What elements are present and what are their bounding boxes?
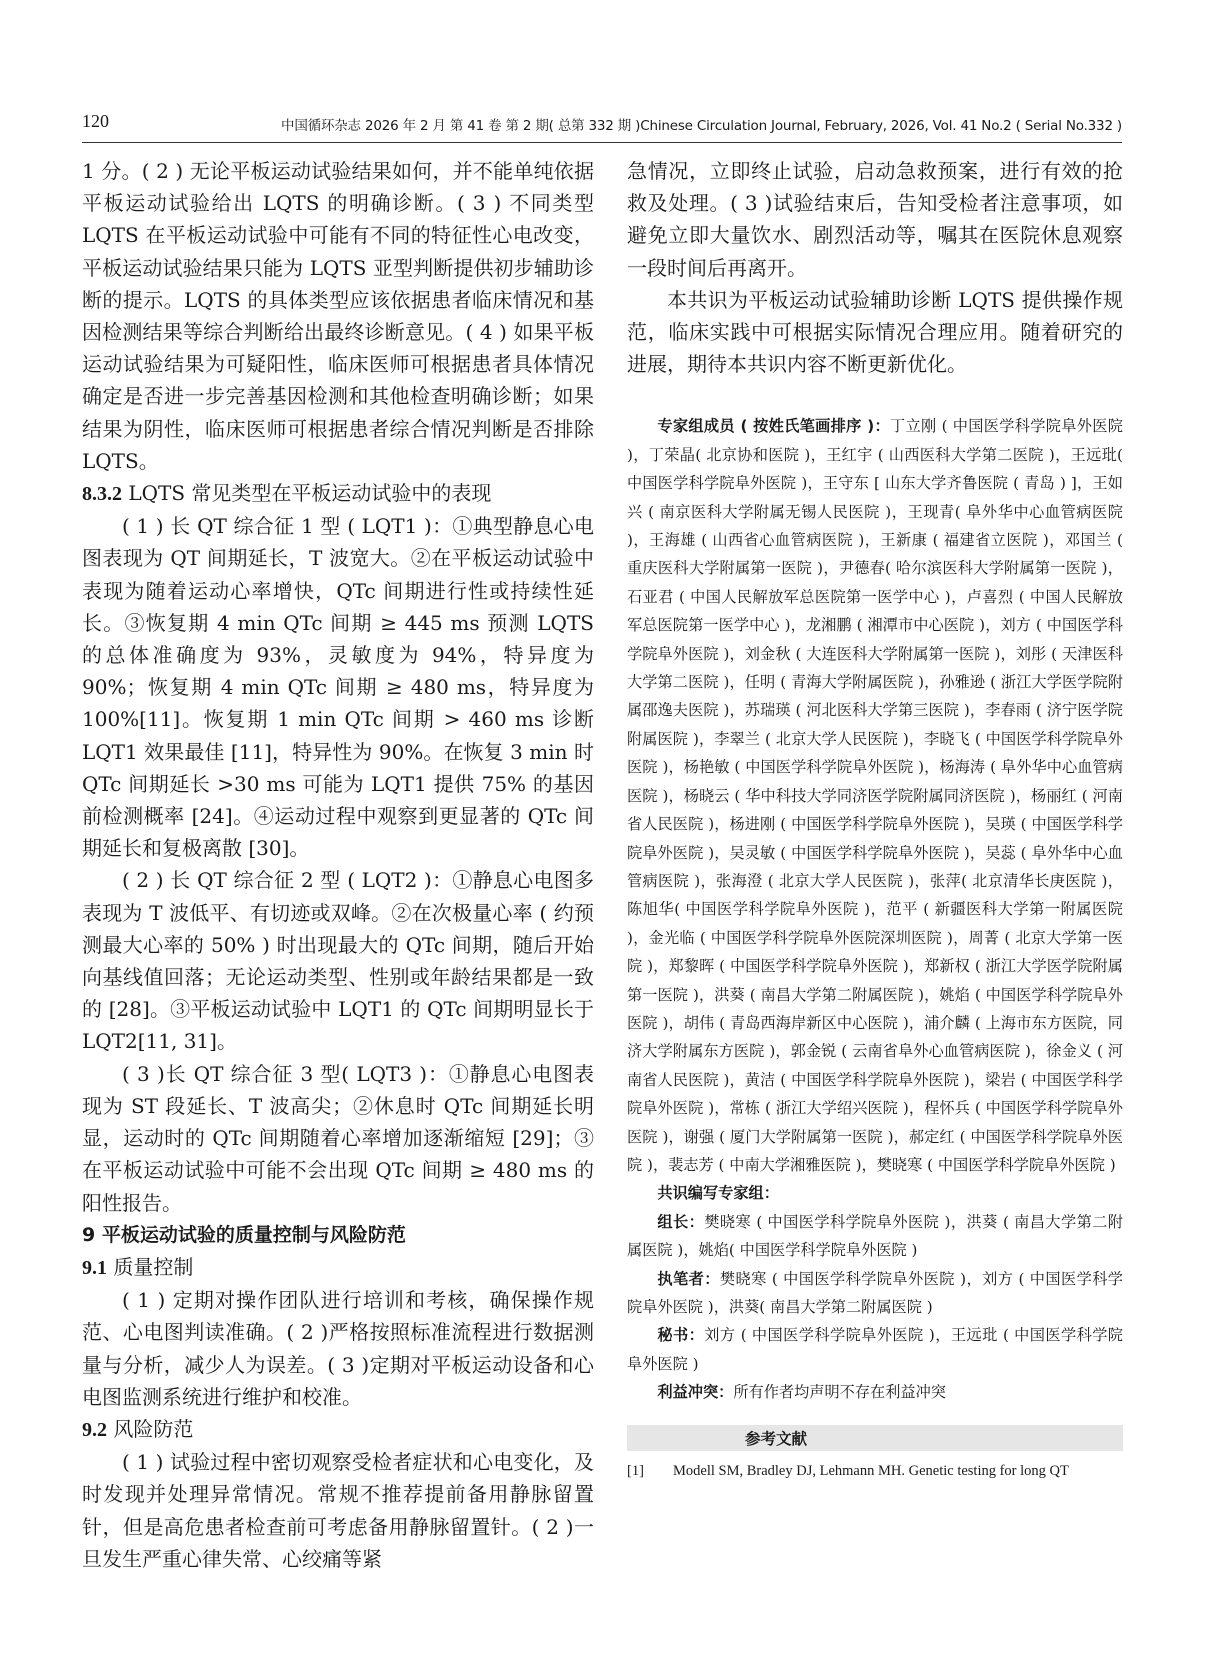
references-title: 参考文献 [745,1429,808,1448]
conflict-of-interest-text: 所有作者均声明不存在利益冲突 [733,1383,946,1402]
conflict-of-interest-label: 利益冲突： [657,1383,734,1402]
reference-text: Modell SM, Bradley DJ, Lehmann MH. Genetic testing for long QT [673,1462,1069,1479]
expert-members-label: 专家组成员 ( 按姓氏笔画排序 )： [657,417,890,436]
paragraph-risk-prevention: ( 1 ) 试验过程中密切观察受检者症状和心电变化，及时发现并处理异常情况。常规不推荐提前备用静脉留置针，但是高危患者检查前可考虑备用静脉留置针。( 2 )一旦发生严重心律失常、心绞痛等紧 [82,1450,594,1571]
section-title: 风险防范 [107,1416,194,1441]
group-leaders-list: 樊晓寒 ( 中国医学科学院阜外医院 )，洪葵 ( 南昌大学第二附属医院 )，姚焰( 中国医学科学院阜外医院 ) [627,1212,1123,1260]
right-column [627,155,1123,1483]
conflict-of-interest [627,1378,1123,1406]
running-head: 中国循环杂志 2026 年 2 月 第 41 卷 第 2 期( 总第 332 期 )Chinese Circulation Journal, February, 2026, Vol. 41 No.2 ( Serial No.332 ) [281,118,1122,134]
secretaries [627,1321,1123,1378]
writing-group-label: 共识编写专家组： [657,1184,779,1203]
references-header [627,1425,1123,1451]
left-column [82,155,594,1575]
page-header [82,108,1122,143]
paragraph-quality-control: ( 1 ) 定期对操作团队进行培训和考核，确保操作规范、心电图判读准确。( 2 )严格按照标准流程进行数据测量与分析，减少人为误差。( 3 )定期对平板运动设备和心电图监测系统进行维护和校准。 [82,1288,594,1409]
page-number: 120 [82,111,109,131]
section-number: 9.1 [82,1256,107,1279]
expert-members [627,412,1123,1179]
section-title: 质量控制 [107,1254,194,1279]
reference-number: [1] [627,1462,644,1479]
paragraph-risk-continued: 急情况，立即终止试验，启动急救预案，进行有效的抢救及处理。( 3 )试验结束后，告知受检者注意事项，如避免立即大量饮水、剧烈活动等，嘱其在医院休息观察一段时间后再离开。 [627,159,1123,280]
section-heading-8-3-2 [82,477,594,510]
section-title: LQTS 常见类型在平板运动试验中的表现 [122,481,492,506]
writers [627,1265,1123,1322]
section-heading-9-1 [82,1251,594,1284]
reference-item [627,1459,1123,1483]
spacer [627,380,1123,412]
expert-members-list: 丁立刚 ( 中国医学科学院阜外医院 )，丁荣晶( 北京协和医院 )，王红宇 ( 山西医科大学第二医院 )，王远玭( 中国医学科学院阜外医院 )，王守东 [ 山东大学齐鲁医院 ( 青岛 ) ]，王如兴 ( 南京医科大学附属无锡人民医院 )，王现青( 阜外华中心血管病医院 )，王海雄 ( 山西省心血管病医院 )，王新康 ( 福建省立医院 )，邓国兰 ( 重庆医科大学附属第一医院 )，尹德春( 哈尔滨医科大学附属第一医院 )，石亚君 ( 中国人民解放军总医院第一医学中心 )，卢喜烈 ( 中国人民解放军总医院第一医学中心 )，龙湘鹏 ( 湘潭市中心医院 )，刘方 ( 中国医学科学院阜外医院 )，刘金秋 ( 大连医科大学附属第一医院 )，刘彤 ( 天津医科大学第二医院 )，任明 ( 青海大学附属医院 )，孙雅逊 ( 浙江大学医学院附属邵逸夫医院 )，苏瑞瑛 ( 河北医科大学第三医院 )，李春雨 ( 济宁医学院附属医院 )，李翠兰 ( 北京大学人民医院 )，李晓飞 ( 中国医学科学院阜外医院 )，杨艳敏 ( 中国医学科学院阜外医院 )，杨海涛 ( 阜外华中心血管病医院 )，杨晓云 ( 华中科技大学同济医学院附属同济医院 )，杨丽红 ( 河南省人民医院 )，杨进刚 ( 中国医学科学院阜外医院 )，吴瑛 ( 中国医学科学院阜外医院 )，吴灵敏 ( 中国医学科学院阜外医院 )，吴蕊 ( 阜外华中心血管病医院 )，张海澄 ( 北京大学人民医院 )，张萍( 北京清华长庚医院 )，陈旭华( 中国医学科学院阜外医院 )，范平 ( 新疆医科大学第一附属医院 )，金光临 ( 中国医学科学院阜外医院深圳医院 )，周菁 ( 北京大学第一医院 )，郑黎晖 ( 中国医学科学院阜外医院 )，郑新权 ( 浙江大学医学院附属第一医院 )，洪葵 ( 南昌大学第二附属医院 )，姚焰 ( 中国医学科学院阜外医院 )，胡伟 ( 青岛西海岸新区中心医院 )，浦介麟 ( 上海市东方医院，同济大学附属东方医院 )，郭金锐 ( 云南省阜外心血管病医院 )，徐金义 ( 河南省人民医院 )，黄洁 ( 中国医学科学院阜外医院 )，梁岩 ( 中国医学科学院阜外医院 )，常栋 ( 浙江大学绍兴医院 )，程怀兵 ( 中国医学科学院阜外医院 )，谢强 ( 厦门大学附属第一医院 )，郝定红 ( 中国医学科学院阜外医院 )，裴志芳 ( 中南大学湘雅医院 )，樊晓寒 ( 中国医学科学院阜外医院 ) [627,417,1123,1174]
paragraph-conclusion: 1 分。( 2 ) 无论平板运动试验结果如何，并不能单纯依据平板运动试验给出 LQTS 的明确诊断。( 3 ) 不同类型 LQTS 在平板运动试验中可能有不同的特征性心电改变，平板运动试验结果只能为 LQTS 亚型判断提供初步辅助诊断的提示。LQTS 的具体类型应该依据患者临床情况和基因检测结果等综合判断给出最终诊断意见。( 4 ) 如果平板运动试验结果为可疑阳性，临床医师可根据患者具体情况确定是否进一步完善基因检测和其他检查明确诊断；如果结果为阴性，临床医师可根据患者综合情况判断是否排除 LQTS。 [82,159,594,473]
writing-group [627,1179,1123,1207]
paragraph-lqt2: ( 2 ) 长 QT 综合征 2 型 ( LQT2 )：①静息心电图多表现为 T 波低平、有切迹或双峰。②在次极量心率 ( 约预测最大心率的 50% ) 时出现最大的 QTc 间期，随后开始向基线值回落；无论运动类型、性别或年龄结果都是一致的 [28]。③平板运动试验中 LQT1 的 QTc 间期明显长于 LQT2[11, 31]。 [82,868,594,1054]
group-leaders [627,1208,1123,1265]
writers-list: 樊晓寒 ( 中国医学科学院阜外医院 )，刘方 ( 中国医学科学院阜外医院 )，洪葵( 南昌大学第二附属医院 ) [627,1269,1123,1317]
section-number: 9.2 [82,1418,107,1441]
paragraph-lqt3: ( 3 )长 QT 综合征 3 型( LQT3 )：①静息心电图表现为 ST 段延长、T 波高尖；②休息时 QTc 间期延长明显，运动时的 QTc 间期随着心率增加逐渐缩短 [29]；③在平板运动试验中可能不会出现 QTc 间期 ≥ 480 ms 的阳性报告。 [82,1061,594,1215]
section-heading-9: 9 平板运动试验的质量控制与风险防范 [82,1223,406,1246]
section-number: 8.3.2 [82,483,122,506]
group-leaders-label: 组长： [657,1212,705,1231]
secretaries-label: 秘书： [657,1326,705,1345]
writers-label: 执笔者： [657,1269,720,1288]
paragraph-lqt1: ( 1 ) 长 QT 综合征 1 型 ( LQT1 )：①典型静息心电图表现为 QT 间期延长，T 波宽大。②在平板运动试验中表现为随着运动心率增快，QTc 间期进行性或持续性延长。③恢复期 4 min QTc 间期 ≥ 445 ms 预测 LQTS 的总体准确度为 93%，灵敏度为 94%，特异度为 90%；恢复期 4 min QTc 间期 ≥ 480 ms，特异度为 100%[11]。恢复期 1 min QTc 间期 > 460 ms 诊断 LQT1 效果最佳 [11]，特异性为 90%。在恢复 3 min 时 QTc 间期延长 >30 ms 可能为 LQT1 提供 75% 的基因前检测概率 [24]。④运动过程中观察到更显著的 QTc 间期延长和复极离散 [30]。 [82,514,594,861]
section-heading-9-2 [82,1413,594,1446]
secretaries-list: 刘方 ( 中国医学科学院阜外医院 )，王远玭 ( 中国医学科学院阜外医院 ) [627,1326,1123,1373]
paragraph-summary: 本共识为平板运动试验辅助诊断 LQTS 提供操作规范，临床实践中可根据实际情况合理应用。随着研究的进展，期待本共识内容不断更新优化。 [627,287,1123,377]
